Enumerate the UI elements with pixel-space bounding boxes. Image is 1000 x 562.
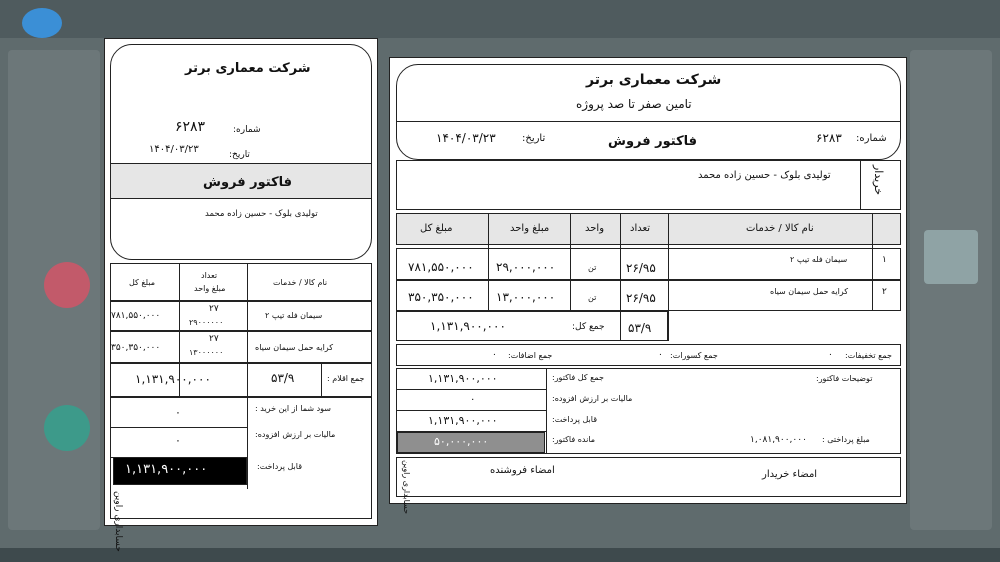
invoice-item-total: ۷۸۱,۵۵۰,۰۰۰ — [408, 260, 474, 274]
invoice-col-name: نام کالا / خدمات — [746, 223, 814, 234]
receipt-footer-brand: حسابداری راوین — [113, 491, 123, 552]
invoice-adjustments-row — [396, 344, 901, 366]
invoice-item-unit: تن — [588, 293, 597, 302]
receipt-sum-qty: ۵۳/۹ — [271, 371, 295, 385]
receipt-item-qty: ۲۷ — [209, 304, 219, 314]
receipt-payable-value: ۱,۱۳۱,۹۰۰,۰۰۰ — [125, 462, 208, 477]
invoice-discount-value: ۰ — [828, 350, 833, 360]
invoice-balance-value: ۵۰,۰۰۰,۰۰۰ — [434, 435, 489, 448]
invoice-sum-qty: ۵۳/۹ — [628, 321, 652, 335]
invoice-item-total: ۳۵۰,۳۵۰,۰۰۰ — [408, 290, 474, 304]
background-pink-icon — [44, 262, 90, 308]
receipt-item-unit: ۲۹۰۰۰۰۰۰ — [189, 318, 224, 327]
invoice-deduction-label: جمع کسورات: — [670, 351, 718, 360]
invoice-item-qty: ۲۶/۹۵ — [626, 261, 656, 275]
receipt-company-name: شرکت معماری برتر — [185, 61, 311, 76]
invoice-item-index: ۱ — [882, 255, 887, 265]
receipt-title: فاکتور فروش — [203, 175, 293, 190]
receipt-vat-value: ۰ — [175, 434, 181, 447]
receipt-col-total: مبلغ کل — [129, 278, 156, 287]
invoice-seller-sign: امضاء فروشنده — [490, 465, 555, 476]
invoice-addition-label: جمع اضافات: — [508, 351, 553, 360]
invoice-payable-label: قابل پرداخت: — [552, 415, 598, 424]
invoice-addition-value: ۰ — [492, 350, 497, 360]
receipt-number-label: شماره: — [233, 125, 261, 135]
background-status-bar — [0, 548, 1000, 562]
receipt-item-name: کرایه حمل سیمان سیاه — [255, 343, 334, 352]
invoice-item-index: ۲ — [882, 287, 887, 297]
receipt-paper — [104, 38, 378, 552]
background-right-panel — [910, 50, 992, 530]
invoice-paper — [389, 57, 907, 515]
invoice-deduction-value: ۰ — [658, 350, 663, 360]
receipt-customer: تولیدی بلوک - حسین زاده محمد — [205, 209, 318, 219]
receipt-number-value: ۶۲۸۳ — [175, 119, 206, 135]
invoice-notes-label: توضیحات فاکتور: — [816, 374, 873, 383]
invoice-paid-label: مبلغ پرداختی : — [822, 435, 870, 444]
invoice-item-name: کرایه حمل سیمان سیاه — [770, 287, 849, 296]
invoice-buyer-box — [396, 160, 901, 210]
invoice-total-label: جمع کل فاکتور: — [552, 373, 604, 382]
invoice-total-value: ۱,۱۳۱,۹۰۰,۰۰۰ — [428, 372, 498, 385]
receipt-date-value: ۱۴۰۴/۰۳/۲۳ — [149, 144, 199, 155]
background-toolbar — [0, 0, 1000, 38]
receipt-item-unit: ۱۳۰۰۰۰۰۰ — [189, 348, 224, 357]
background-teal-icon — [44, 405, 90, 451]
invoice-buyer-sign: امضاء خریدار — [762, 469, 818, 480]
invoice-col-unit-price: مبلغ واحد — [510, 223, 550, 234]
invoice-footer-brand: حسابداری راوین — [402, 460, 411, 515]
invoice-slogan: تامین صفر تا صد پروژه — [576, 97, 692, 111]
invoice-balance-label: مانده فاکتور: — [552, 435, 596, 444]
invoice-col-total: مبلغ کل — [420, 223, 453, 234]
invoice-vat-label: مالیات بر ارزش افزوده: — [552, 394, 633, 403]
background-calendar-icon — [924, 230, 978, 284]
invoice-item-unit-price: ۱۳,۰۰۰,۰۰۰ — [496, 290, 556, 304]
invoice-title: فاکتور فروش — [608, 134, 698, 149]
invoice-buyer-label: خریدار — [872, 165, 885, 196]
receipt-item-total: ۷۸۱,۵۵۰,۰۰۰ — [111, 311, 161, 321]
receipt-vat-label: مالیات بر ارزش افزوده: — [255, 430, 336, 439]
invoice-number-label: شماره: — [856, 133, 887, 144]
receipt-payable-label: قابل پرداخت: — [257, 462, 303, 471]
invoice-payable-value: ۱,۱۳۱,۹۰۰,۰۰۰ — [428, 414, 498, 427]
invoice-date-value: ۱۴۰۴/۰۳/۲۳ — [436, 131, 496, 145]
receipt-item-qty: ۲۷ — [209, 334, 219, 344]
receipt-col-qty: تعداد — [201, 271, 218, 280]
invoice-company-name: شرکت معماری برتر — [586, 72, 722, 88]
invoice-col-qty: تعداد — [630, 223, 651, 234]
invoice-item-unit-price: ۲۹,۰۰۰,۰۰۰ — [496, 260, 556, 274]
receipt-col-unit: مبلغ واحد — [194, 284, 226, 293]
invoice-signature-row — [396, 457, 901, 497]
invoice-date-label: تاریخ: — [522, 133, 546, 144]
invoice-col-unit-type: واحد — [585, 223, 605, 234]
receipt-sum-label: جمع اقلام : — [327, 374, 365, 383]
receipt-profit-value: ۰ — [175, 406, 181, 419]
background-logo-icon — [22, 8, 62, 38]
invoice-sum-label: جمع کل: — [572, 322, 605, 332]
invoice-paid-value: ۱,۰۸۱,۹۰۰,۰۰۰ — [750, 435, 807, 445]
receipt-col-name: نام کالا / خدمات — [273, 278, 328, 287]
invoice-item-name: سیمان فله تیپ ۲ — [790, 255, 848, 264]
invoice-item-qty: ۲۶/۹۵ — [626, 291, 656, 305]
invoice-sum-total: ۱,۱۳۱,۹۰۰,۰۰۰ — [430, 319, 506, 333]
receipt-item-name: سیمان فله تیپ ۲ — [265, 311, 323, 320]
receipt-profit-label: سود شما از این خرید : — [255, 404, 331, 413]
invoice-item-unit: تن — [588, 263, 597, 272]
invoice-discount-label: جمع تخفیفات: — [845, 351, 892, 360]
receipt-item-total: ۳۵۰,۳۵۰,۰۰۰ — [111, 343, 161, 353]
invoice-number-value: ۶۲۸۳ — [816, 131, 842, 145]
invoice-customer: تولیدی بلوک - حسین زاده محمد — [698, 170, 831, 181]
receipt-date-label: تاریخ: — [229, 150, 250, 160]
invoice-vat-value: ۰ — [470, 394, 476, 405]
receipt-sum-total: ۱,۱۳۱,۹۰۰,۰۰۰ — [135, 372, 211, 386]
